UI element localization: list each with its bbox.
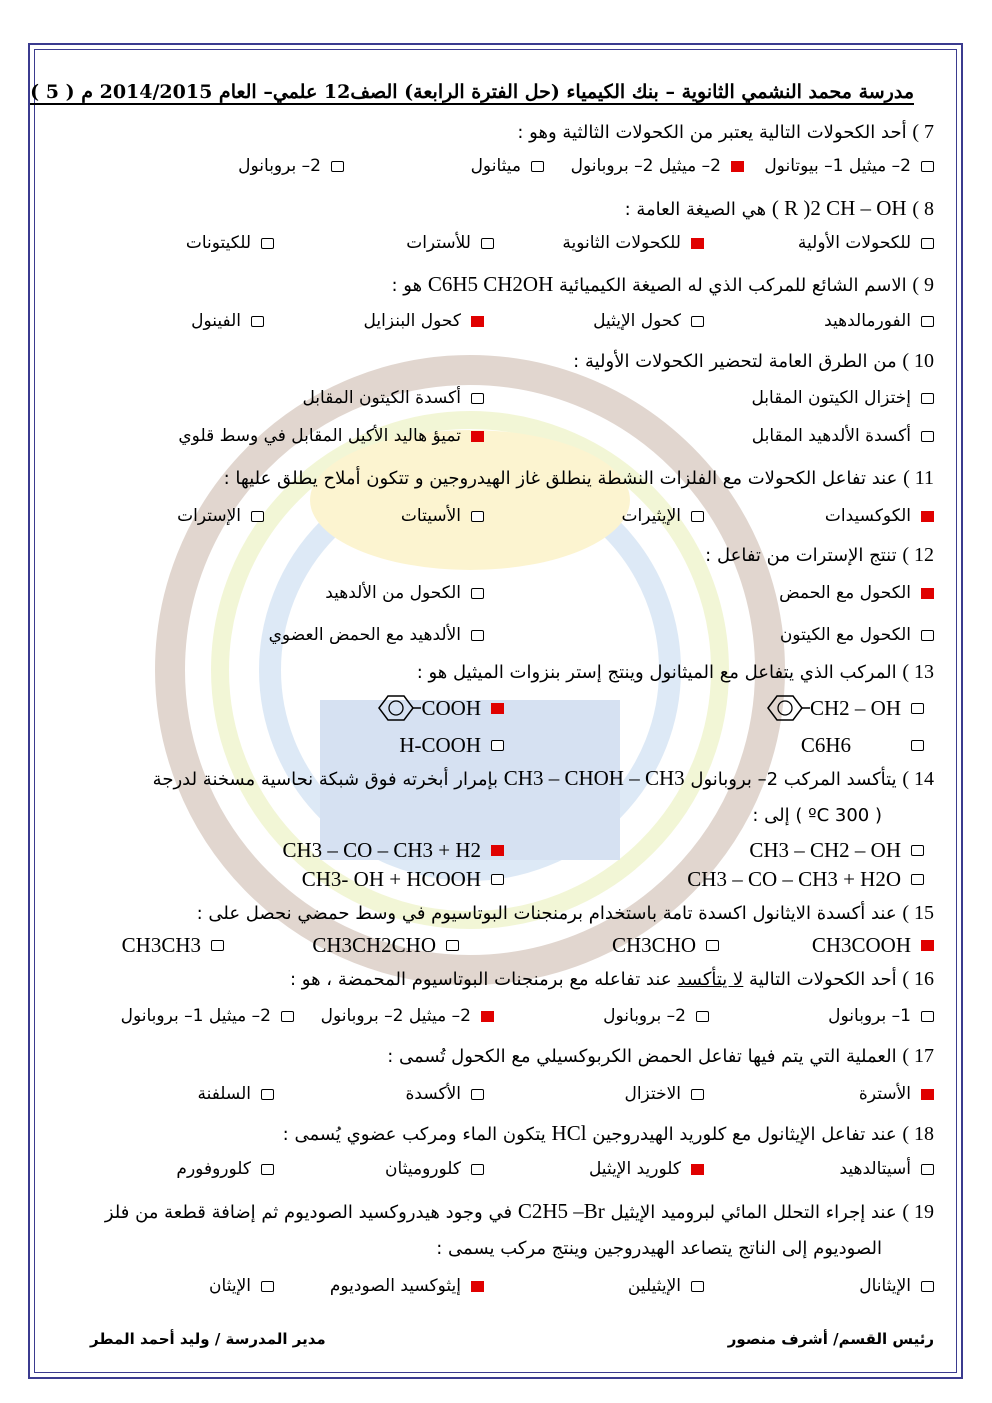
option[interactable] <box>371 693 504 723</box>
option-label: الإسترات <box>177 506 241 526</box>
checkbox[interactable] <box>531 161 544 172</box>
options-q18 <box>100 1159 934 1187</box>
question-text: هو : <box>391 275 423 296</box>
option-label: CH2 – OH <box>809 695 901 720</box>
option-label: الفورمالدهيد <box>824 311 911 331</box>
option[interactable] <box>824 311 934 331</box>
checkbox-selected[interactable] <box>471 431 484 442</box>
option-label: أسيتالدهيد <box>839 1159 911 1179</box>
option[interactable] <box>828 1006 934 1026</box>
checkbox-selected[interactable] <box>921 511 934 522</box>
option[interactable] <box>325 583 484 603</box>
option[interactable] <box>825 506 934 526</box>
checkbox[interactable] <box>911 740 924 751</box>
option-label: للكحولات الأولية <box>797 233 911 253</box>
option[interactable] <box>562 233 704 253</box>
school-principal: مدير المدرسة / وليد أحمد المطر <box>90 1330 326 1348</box>
option[interactable] <box>801 733 924 758</box>
option-label: الإيثيلين <box>627 1276 681 1296</box>
formula: C6H5 CH2OH <box>427 272 554 296</box>
option[interactable] <box>238 156 344 176</box>
option-label: للأسترات <box>406 233 471 253</box>
options-q15 <box>100 933 934 961</box>
checkbox[interactable] <box>331 161 344 172</box>
question-text: عند تفاعل الكحولات مع الفلزات النشطة ينطلق غاز الهيدروجين و تتكون أملاح يطلق عليها : <box>223 468 898 489</box>
option[interactable] <box>399 733 504 758</box>
question-13 <box>417 661 934 684</box>
department-head: رئيس القسم/ أشرف منصور <box>727 1330 934 1348</box>
checkbox-selected[interactable] <box>471 316 484 327</box>
option-label: كلوروفورم <box>176 1159 251 1179</box>
checkbox[interactable] <box>471 393 484 404</box>
checkbox[interactable] <box>691 316 704 327</box>
option-label: أكسدة الكيتون المقابل <box>302 388 461 408</box>
option[interactable] <box>385 1159 484 1179</box>
checkbox[interactable] <box>471 511 484 522</box>
checkbox[interactable] <box>921 630 934 641</box>
option-label: إختزال الكيتون المقابل <box>751 388 911 408</box>
option[interactable] <box>764 156 934 176</box>
checkbox-selected[interactable] <box>921 588 934 599</box>
option-label: 1– بروبانول <box>828 1006 911 1026</box>
question-text: ( 300 ºC ) إلى : <box>752 805 882 826</box>
option[interactable] <box>282 838 504 863</box>
checkbox-selected[interactable] <box>471 1281 484 1292</box>
benzene-ring-icon <box>760 693 810 723</box>
option[interactable] <box>760 693 924 723</box>
question-number: 12 ) <box>902 544 934 566</box>
question-number: 8 ) <box>912 198 934 220</box>
options-q17 <box>100 1084 934 1112</box>
question-number: 11 ) <box>903 467 934 489</box>
question-16 <box>290 968 934 991</box>
question-number: 18 ) <box>902 1123 934 1145</box>
option[interactable] <box>749 838 924 863</box>
option-label: 2– ميثيل 2– بروبانول <box>570 156 721 176</box>
checkbox[interactable] <box>471 1089 484 1100</box>
option[interactable] <box>177 506 264 526</box>
checkbox[interactable] <box>691 1089 704 1100</box>
options-q10-b <box>100 426 934 454</box>
option-label: الألدهيد مع الحمض العضوي <box>268 625 461 645</box>
option-label: للكحولات الثانوية <box>562 233 681 253</box>
checkbox[interactable] <box>921 431 934 442</box>
option-label: الأكسدة <box>405 1084 461 1104</box>
question-text: الاسم الشائع للمركب الذي له الصيغة الكيميائية <box>559 275 907 296</box>
option-label: 2– بروبانول <box>238 156 321 176</box>
option-label: السلفنة <box>197 1084 251 1104</box>
option[interactable] <box>302 867 504 892</box>
option[interactable] <box>624 1084 704 1104</box>
options-q13-a <box>100 693 934 721</box>
question-text: هي الصيغة العامة : <box>624 199 767 220</box>
option[interactable] <box>269 625 484 645</box>
question-19 <box>105 1199 934 1224</box>
option-label: الكحول مع الكيتون <box>779 625 911 645</box>
checkbox[interactable] <box>281 1011 294 1022</box>
option[interactable] <box>839 1159 934 1179</box>
option[interactable] <box>798 233 934 253</box>
option-label: الأسترة <box>858 1084 911 1104</box>
question-number: 15 ) <box>902 902 934 924</box>
option-label: الكحول من الألدهيد <box>325 583 461 603</box>
question-number: 14 ) <box>902 768 934 790</box>
checkbox[interactable] <box>911 845 924 856</box>
option[interactable] <box>121 1006 294 1026</box>
checkbox[interactable] <box>691 511 704 522</box>
option[interactable] <box>191 311 264 331</box>
option[interactable] <box>571 156 744 176</box>
page-header: مدرسة محمد النشمي الثانوية – بنك الكيمياء (حل الفترة الرابعة) الصف12 علمي– العام 2014/2015 م ( 5 ) <box>30 81 914 103</box>
benzoic-acid-formula <box>371 693 481 723</box>
question-text: عند أكسدة الايثانول اكسدة تامة باستخدام برمنجنات البوتاسيوم في وسط حمضي نحصل على : <box>196 903 897 924</box>
checkbox[interactable] <box>261 1089 274 1100</box>
question-text: عند تفاعله مع برمنجنات البوتاسيوم المحمضة ، هو : <box>290 969 672 990</box>
option[interactable] <box>812 933 934 958</box>
option-label: CH3CHO <box>611 933 696 957</box>
question-14 <box>153 766 934 791</box>
option[interactable] <box>122 933 224 958</box>
question-19-continued <box>436 1238 882 1259</box>
option[interactable] <box>780 625 934 645</box>
question-11 <box>224 467 934 490</box>
checkbox[interactable] <box>491 740 504 751</box>
option[interactable] <box>593 311 704 331</box>
question-7 <box>517 121 934 144</box>
option[interactable] <box>321 1006 494 1026</box>
checkbox[interactable] <box>261 238 274 249</box>
question-text: تنتج الإسترات من تفاعل : <box>705 545 897 566</box>
option-label: الاختزال <box>624 1084 681 1104</box>
question-12 <box>705 544 934 567</box>
question-text: بإمرار أبخرته فوق شبكة نحاسية مسخنة لدرجة <box>152 769 499 790</box>
question-text: يتكون الماء ومركب عضوي يُسمى : <box>282 1124 546 1145</box>
question-18 <box>283 1121 934 1146</box>
formula: HCl <box>551 1121 587 1145</box>
formula: ( R )2 CH – OH <box>771 196 907 220</box>
options-q13-b <box>100 733 934 761</box>
options-q10-a <box>100 388 934 416</box>
checkbox[interactable] <box>921 316 934 327</box>
option-label: C6H6 <box>800 733 851 757</box>
option-label: كلوروميثان <box>385 1159 461 1179</box>
checkbox[interactable] <box>921 1164 934 1175</box>
question-text: العملية التي يتم فيها تفاعل الحمض الكربوكسيلي مع الكحول تُسمى : <box>387 1046 897 1067</box>
question-number: 13 ) <box>902 661 934 683</box>
option-label: الإيثانال <box>859 1276 911 1296</box>
option-label: H-COOH <box>399 733 481 757</box>
options-q16 <box>68 1006 934 1034</box>
option-label: كحول الإيثيل <box>593 311 681 331</box>
option[interactable] <box>779 583 934 603</box>
option[interactable] <box>589 1159 704 1179</box>
question-number: 16 ) <box>902 968 934 990</box>
option[interactable] <box>197 1084 274 1104</box>
option-label: CH3COOH <box>811 933 911 957</box>
checkbox[interactable] <box>491 874 504 885</box>
option[interactable] <box>752 426 934 446</box>
checkbox[interactable] <box>471 1164 484 1175</box>
option-label: CH3CH2CHO <box>312 933 436 957</box>
checkbox[interactable] <box>921 1011 934 1022</box>
option[interactable] <box>751 388 934 408</box>
option[interactable] <box>621 506 704 526</box>
option[interactable] <box>603 1006 709 1026</box>
option-label: الكوكسيدات <box>824 506 911 526</box>
question-14-continued <box>752 805 882 826</box>
option[interactable] <box>405 1084 484 1104</box>
checkbox[interactable] <box>911 703 924 714</box>
benzene-ring-icon <box>371 693 421 723</box>
checkbox-selected[interactable] <box>731 161 744 172</box>
question-10 <box>573 350 934 373</box>
option[interactable] <box>302 388 484 408</box>
option-label: الأسيتات <box>400 506 461 526</box>
option-label: للكيتونات <box>185 233 251 253</box>
option-label: CH3CH3 <box>121 933 201 957</box>
question-number: 10 ) <box>902 350 934 372</box>
option[interactable] <box>401 506 484 526</box>
checkbox[interactable] <box>696 1011 709 1022</box>
option-label: CH3 – CO – CH3 + H2O <box>687 867 901 891</box>
question-text: عند إجراء التحلل المائي لبروميد الإيثيل <box>610 1202 897 1223</box>
options-q14-b <box>100 867 934 895</box>
checkbox[interactable] <box>211 940 224 951</box>
checkbox[interactable] <box>481 238 494 249</box>
checkbox[interactable] <box>921 1281 934 1292</box>
option-label: تميؤ هاليد الأكيل المقابل في وسط قلوي <box>178 426 461 446</box>
question-text: في وجود هيدروكسيد الصوديوم ثم إضافة قطعة من فلز <box>104 1202 513 1223</box>
question-number: 17 ) <box>902 1045 934 1067</box>
formula: CH3 – CHOH – CH3 <box>503 766 685 790</box>
option-label: ميثانول <box>470 156 521 176</box>
question-number: 19 ) <box>902 1201 934 1223</box>
option-label: الكحول مع الحمض <box>779 583 911 603</box>
question-number: 7 ) <box>912 121 934 143</box>
option-label: الإيثان <box>209 1276 251 1296</box>
option[interactable] <box>471 156 544 176</box>
checkbox[interactable] <box>471 630 484 641</box>
option[interactable] <box>330 1276 484 1296</box>
question-text-underlined: لا يتأكسد <box>677 969 744 990</box>
options-q14-a <box>100 838 934 866</box>
option-label: أكسدة الألدهيد المقابل <box>751 426 911 446</box>
question-text: الصوديوم إلى الناتج يتصاعد الهيدروجين وينتج مركب يسمى : <box>436 1238 882 1259</box>
checkbox[interactable] <box>706 940 719 951</box>
option[interactable] <box>859 1276 934 1296</box>
option[interactable] <box>612 933 719 958</box>
option-label: كحول البنزايل <box>363 311 461 331</box>
question-17 <box>387 1045 934 1068</box>
checkbox[interactable] <box>471 588 484 599</box>
benzyl-alcohol-formula <box>760 693 901 723</box>
options-q12-a <box>100 583 934 611</box>
question-text: أحد الكحولات التالية يعتبر من الكحولات الثالثية وهو : <box>517 122 907 143</box>
options-q7 <box>100 156 934 184</box>
question-text: يتأكسد المركب 2– بروبانول <box>690 769 897 790</box>
option[interactable] <box>186 233 274 253</box>
question-text: عند تفاعل الإيثانول مع كلوريد الهيدروجين <box>592 1124 897 1145</box>
option-label: CH3- OH + HCOOH <box>301 867 481 891</box>
option[interactable] <box>209 1276 274 1296</box>
options-q9 <box>100 311 934 339</box>
checkbox-selected[interactable] <box>481 1011 494 1022</box>
checkbox[interactable] <box>921 238 934 249</box>
option-label: 2– ميثيل 1– بروبانول <box>120 1006 271 1026</box>
checkbox[interactable] <box>251 511 264 522</box>
checkbox[interactable] <box>261 1281 274 1292</box>
option-label: 2– ميثيل 1– بيوتانول <box>764 156 911 176</box>
checkbox-selected[interactable] <box>691 1164 704 1175</box>
option-label: الفينول <box>191 311 241 331</box>
question-8 <box>625 196 934 221</box>
question-text: من الطرق العامة لتحضير الكحولات الأولية : <box>573 351 897 372</box>
option[interactable] <box>312 933 459 958</box>
option-label: 2– ميثيل 2– بروبانول <box>320 1006 471 1026</box>
question-9 <box>392 272 934 297</box>
formula: C2H5 –Br <box>517 1199 605 1223</box>
checkbox[interactable] <box>446 940 459 951</box>
question-15 <box>197 902 934 925</box>
checkbox[interactable] <box>691 1281 704 1292</box>
checkbox-selected[interactable] <box>491 845 504 856</box>
checkbox[interactable] <box>261 1164 274 1175</box>
option-label: CH3 – CO – CH3 + H2 <box>282 838 481 862</box>
checkbox-selected[interactable] <box>691 238 704 249</box>
option[interactable] <box>364 311 484 331</box>
options-q8 <box>100 233 934 261</box>
checkbox[interactable] <box>911 874 924 885</box>
option[interactable] <box>687 867 924 892</box>
option-label: COOH <box>421 695 481 720</box>
checkbox[interactable] <box>921 161 934 172</box>
option[interactable] <box>628 1276 704 1296</box>
option-label: كلوريد الإيثيل <box>588 1159 681 1179</box>
options-q19 <box>100 1276 934 1304</box>
checkbox-selected[interactable] <box>921 1089 934 1100</box>
option-label: CH3 – CH2 – OH <box>749 838 901 862</box>
option[interactable] <box>859 1084 934 1104</box>
checkbox-selected[interactable] <box>491 703 504 714</box>
checkbox[interactable] <box>251 316 264 327</box>
option[interactable] <box>176 1159 274 1179</box>
option-label: 2– بروبانول <box>603 1006 686 1026</box>
option-label: الإيثيرات <box>621 506 681 526</box>
question-text: أحد الكحولات التالية <box>749 969 897 990</box>
options-q11 <box>100 506 934 534</box>
checkbox-selected[interactable] <box>921 940 934 951</box>
option[interactable] <box>406 233 494 253</box>
option-label: إيثوكسيد الصوديوم <box>329 1276 461 1296</box>
question-number: 9 ) <box>912 274 934 296</box>
question-text: المركب الذي يتفاعل مع الميثانول وينتج إستر بنزوات الميثيل هو : <box>416 662 897 683</box>
options-q12-b <box>100 625 934 653</box>
checkbox[interactable] <box>921 393 934 404</box>
option[interactable] <box>178 426 484 446</box>
